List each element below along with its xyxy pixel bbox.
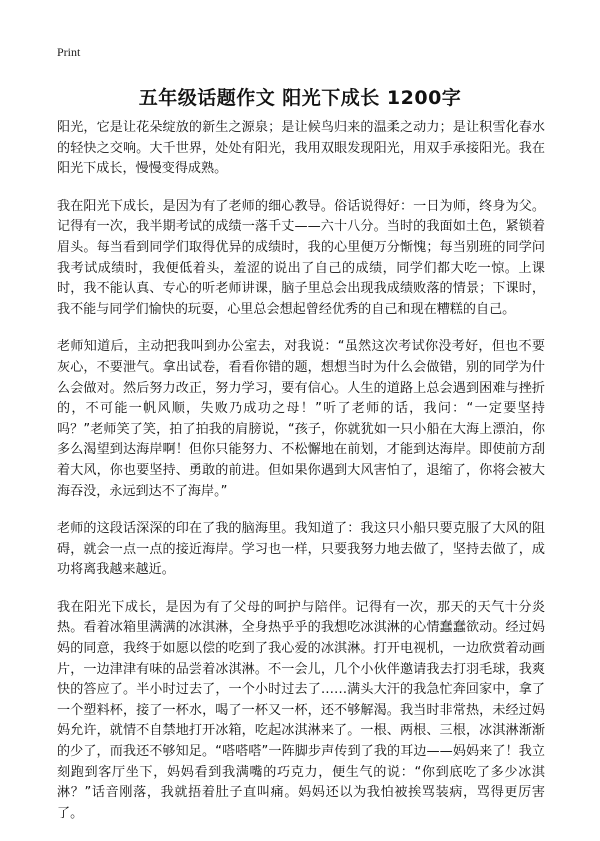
paragraph-teacher-guidance: 我在阳光下成长，是因为有了老师的细心教导。俗话说得好：一日为师，终身为父。记得有一次，我半期考试的成绩一落千丈——六十八分。当时的我面如土色，紧锁着眉头。每当看到同学们取得优异的成绩时，我的心里便万分惭愧；每当别班的同学问我考试成绩时，我便低着头，羞涩的说出了自己的成绩，同学们都大吃一惊。上课时，我不能认真、专心的听老师讲课，脑子里总会出现我成绩败落的情景；下课时，我不能与同学们愉快的玩耍，心里总会想起曾经优秀的自己和现在糟糕的自己。 [57, 198, 545, 317]
print-link[interactable]: Print [57, 45, 81, 59]
paragraph-lesson-learned: 老师的这段话深深的印在了我的脑海里。我知道了：我这只小船只要克服了大风的阻碍，就会一点一点的接近海岸。学习也一样，只要我努力地去做了，坚持去做了，成功将离我越来越近。 [57, 521, 545, 578]
paragraph-teacher-talk: 老师知道后，主动把我叫到办公室去，对我说：“虽然这次考试你没考好，但也不要灰心，不要泄气。拿出试卷，看看你错的题，想想当时为什么会做错，别的同学为什么会做对。然后努力改正，努力学习，要有信心。人生的道路上总会遇到困难与挫折的，不可能一帆风顺，失败乃成功之母！”听了老师的话，我问：“一定要坚持吗？”老师笑了笑，拍了拍我的肩膀说，“孩子，你就犹如一只小船在大海上漂泊，你多么渴望到达海岸啊！但你只能努力、不松懈地在前划，才能到达海岸。即使前方刮着大风，你也要坚持、勇敢的前进。但如果你遇到大风害怕了，退缩了，你将会被大海吞没，永远到达不了海岸。” [57, 339, 545, 499]
paragraph-parents-care: 我在阳光下成长，是因为有了父母的呵护与陪伴。记得有一次，那天的天气十分炎热。看着冰箱里满满的冰淇淋，全身热乎乎的我想吃冰淇淋的心情蠢蠢欲动。经过妈妈的同意，我终于如愿以偿的吃到了我心爱的冰淇淋。打开电视机，一边欣赏着动画片，一边津津有味的品尝着冰淇淋。不一会儿，几个小伙伴邀请我去打羽毛球，我爽快的答应了。半小时过去了，一个小时过去了……满头大汗的我急忙奔回家中，拿了一个塑料杯，接了一杯水，喝了一杯又一杯，还不够解渴。我当时非常热，未经过妈妈允许，就情不自禁地打开冰箱，吃起冰淇淋来了。一根、两根、三根，冰淇淋渐渐的少了，而我还不够知足。“嗒嗒嗒”一阵脚步声传到了我的耳边——妈妈来了！我立刻跑到客厅坐下，妈妈看到我满嘴的巧克力，便生气的说：“你到底吃了多少冰淇淋？”话音刚落，我就捂着肚子直叫痛。妈妈还以为我怕被挨骂装病，骂得更厉害了。 [57, 599, 545, 821]
paragraph-intro: 阳光，它是让花朵绽放的新生之源泉；是让候鸟归来的温柔之动力；是让积雪化春水的轻快之交响。大千世界，处处有阳光，我用双眼发现阳光，用双手承接阳光。我在阳光下成长，慢慢变得成熟。 [57, 120, 545, 177]
article-body [57, 118, 545, 841]
page-title: 五年级话题作文 阳光下成长 1200字 [138, 87, 462, 109]
